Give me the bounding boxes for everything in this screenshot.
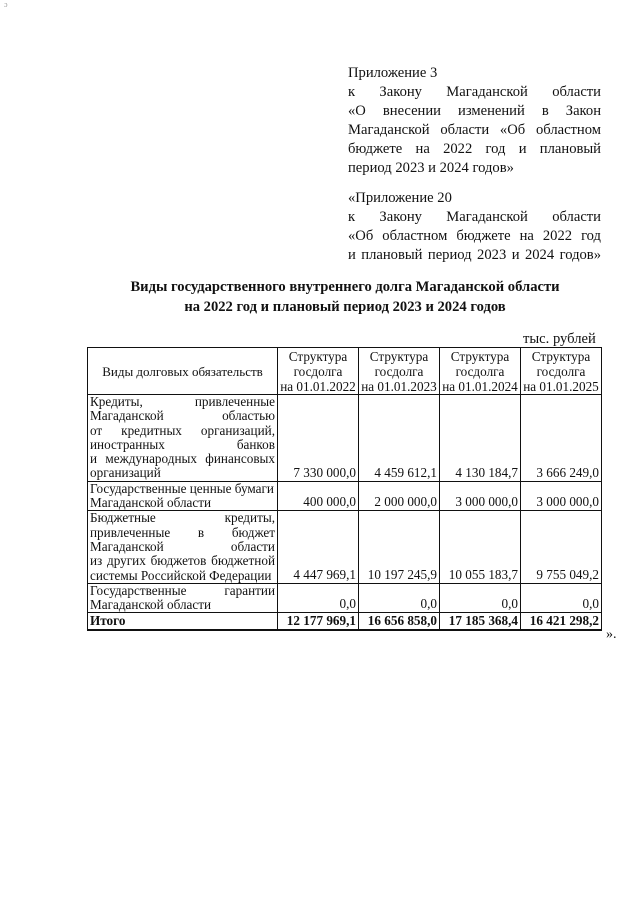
header-date: на 01.01.2023 xyxy=(361,378,437,394)
appendix-20-header xyxy=(348,189,601,265)
header-word: госдолга xyxy=(536,363,586,379)
table-cell: 4 447 969,1 xyxy=(278,511,359,583)
table-cell: 3 000 000,0 xyxy=(521,481,602,511)
table-cell: 7 330 000,0 xyxy=(278,395,359,482)
label-line: Государственные ценные бумаги xyxy=(90,480,274,496)
table-row xyxy=(88,395,602,482)
table-cell: 0,0 xyxy=(440,583,521,613)
appendix-line: и плановый период 2023 и 2024 годов» xyxy=(348,247,601,263)
label-line: привлеченные в бюджет xyxy=(90,524,275,540)
title-line-1: Виды государственного внутреннего долга Магаданской области xyxy=(130,279,560,295)
label-line: Кредиты, привлеченные xyxy=(90,394,275,409)
header-col-2024 xyxy=(440,348,521,395)
closing-quote-mark: ». xyxy=(606,627,617,642)
header-debt-types: Виды долговых обязательств xyxy=(88,348,278,395)
appendix-line: Магаданской области «Об областном xyxy=(348,122,601,138)
total-cell: 16 656 858,0 xyxy=(359,613,440,631)
appendix-line: Приложение 3 xyxy=(348,65,438,81)
table-cell: 0,0 xyxy=(521,583,602,613)
table-row xyxy=(88,481,602,511)
appendix-line: к Закону Магаданской области xyxy=(348,209,601,225)
header-word: Структура xyxy=(450,348,510,364)
appendix-line: период 2023 и 2024 годов» xyxy=(348,160,514,176)
label-line: из других бюджетов бюджетной xyxy=(90,553,275,569)
header-col-2025 xyxy=(521,348,602,395)
total-cell: 17 185 368,4 xyxy=(440,613,521,631)
header-date: на 01.01.2025 xyxy=(523,378,599,394)
table-cell: 3 666 249,0 xyxy=(521,395,602,482)
table-cell: 10 055 183,7 xyxy=(440,511,521,583)
header-col-2022 xyxy=(278,348,359,395)
table-header-row xyxy=(88,348,602,395)
table-cell: 400 000,0 xyxy=(278,481,359,511)
label-line: и международных финансовых xyxy=(90,451,275,467)
total-cell: 16 421 298,2 xyxy=(521,613,602,631)
table-total-row xyxy=(88,613,602,631)
label-line: Бюджетные кредиты, xyxy=(90,510,275,526)
appendix-line: «О внесении изменений в Закон xyxy=(348,103,601,119)
table-cell: 0,0 xyxy=(359,583,440,613)
label-line: Магаданской области xyxy=(90,495,212,511)
label-line: Магаданской областью xyxy=(90,408,275,424)
header-date: на 01.01.2022 xyxy=(280,378,356,394)
label-line: Государственные гарантии xyxy=(90,582,275,598)
appendix-line: «Приложение 20 xyxy=(348,190,452,206)
appendix-line: бюджете на 2022 год и плановый xyxy=(348,141,601,157)
header-col-2023 xyxy=(359,348,440,395)
total-cell: 12 177 969,1 xyxy=(278,613,359,631)
table-cell: 4 130 184,7 xyxy=(440,395,521,482)
appendix-3-header xyxy=(348,64,601,178)
appendix-line: «Об областном бюджете на 2022 год xyxy=(348,228,601,244)
table-cell: 4 459 612,1 xyxy=(359,395,440,482)
label-line: Магаданской области xyxy=(90,538,275,554)
unit-label: тыс. рублей xyxy=(523,331,596,347)
corner-scan-mark: ɔ xyxy=(4,0,8,9)
document-title xyxy=(0,277,640,317)
row-label-securities xyxy=(88,481,278,511)
table-cell: 9 755 049,2 xyxy=(521,511,602,583)
table-cell: 2 000 000,0 xyxy=(359,481,440,511)
table-row xyxy=(88,511,602,583)
header-word: Структура xyxy=(288,348,348,364)
header-word: Структура xyxy=(369,348,429,364)
header-date: на 01.01.2024 xyxy=(442,378,518,394)
table-cell: 10 197 245,9 xyxy=(359,511,440,583)
label-line: иностранных банков xyxy=(90,436,275,452)
appendix-line: к Закону Магаданской области xyxy=(348,84,601,100)
row-label-credits xyxy=(88,395,278,482)
header-word: госдолга xyxy=(455,363,505,379)
debt-table xyxy=(87,347,602,631)
header-word: Структура xyxy=(531,348,591,364)
row-label-guarantees xyxy=(88,583,278,613)
header-word: госдолга xyxy=(374,363,424,379)
table-row xyxy=(88,583,602,613)
label-line: Магаданской области xyxy=(90,597,212,613)
label-line: от кредитных организаций, xyxy=(90,422,275,438)
table-cell: 0,0 xyxy=(278,583,359,613)
label-line: системы Российской Федерации xyxy=(90,567,272,583)
title-line-2: на 2022 год и плановый период 2023 и 2024 годов xyxy=(184,299,506,315)
label-line: организаций xyxy=(90,465,161,481)
header-word: госдолга xyxy=(293,363,343,379)
row-label-budget-credits xyxy=(88,511,278,583)
table-cell: 3 000 000,0 xyxy=(440,481,521,511)
total-label: Итого xyxy=(88,613,278,631)
